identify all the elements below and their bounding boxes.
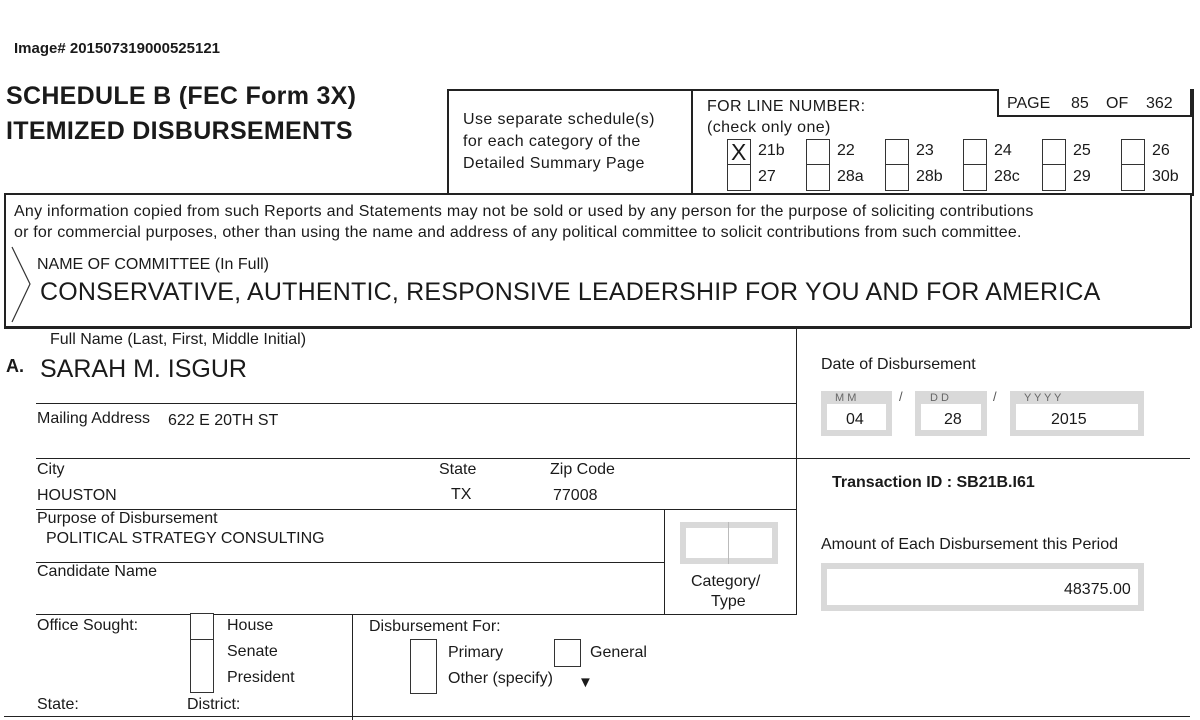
line-28a-label: 28a (837, 168, 864, 185)
other-checkbox[interactable] (410, 666, 437, 694)
amount-value: 48375.00 (1064, 581, 1131, 598)
city-value: HOUSTON (37, 487, 117, 504)
committee-arrow-icon (6, 243, 36, 326)
line-25-label: 25 (1073, 142, 1091, 159)
line-24-label: 24 (994, 142, 1012, 159)
line-30b-checkbox[interactable] (1121, 165, 1145, 191)
office-senate-label: Senate (227, 643, 278, 660)
category-type-split (728, 522, 729, 564)
bottom-rule (4, 716, 1190, 717)
other-label: Other (specify) (448, 670, 553, 687)
line-25-checkbox[interactable] (1042, 139, 1066, 165)
general-checkbox[interactable] (554, 639, 581, 667)
notice-line-1: Any information copied from such Reports and Statements may not be sold or used by any person for the purpose of soliciting contributions (14, 203, 1034, 220)
line-28c-label: 28c (994, 168, 1020, 185)
header-divider (691, 89, 693, 194)
line-26-label: 26 (1152, 142, 1170, 159)
zip-label: Zip Code (550, 461, 615, 478)
line-28c-checkbox[interactable] (963, 165, 987, 191)
page-current: 85 (1071, 95, 1089, 112)
line-22-label: 22 (837, 142, 855, 159)
state-label: State (439, 461, 477, 478)
date-sep-2: / (993, 389, 997, 404)
instruction-line-3: Detailed Summary Page (463, 155, 645, 172)
line-27-checkbox[interactable] (727, 165, 751, 191)
check-x-icon: X (731, 139, 747, 165)
district-label: District: (187, 696, 241, 713)
schedule-title: SCHEDULE B (FEC Form 3X) (6, 82, 357, 110)
section-top-rule (4, 327, 1190, 329)
date-year-value: 2015 (1051, 411, 1087, 428)
purpose-value: POLITICAL STRATEGY CONSULTING (46, 530, 325, 547)
line-21b-label: 21b (758, 142, 785, 159)
office-president-checkbox[interactable] (190, 666, 214, 693)
category-label-2: Type (711, 593, 746, 610)
name-divider (36, 403, 796, 404)
state-bottom-label: State: (37, 696, 79, 713)
full-name-value: SARAH M. ISGUR (40, 355, 247, 383)
disbursement-for-label: Disbursement For: (369, 618, 501, 635)
date-month-value: 04 (846, 411, 864, 428)
page-label: PAGE (1007, 95, 1051, 112)
committee-name: CONSERVATIVE, AUTHENTIC, RESPONSIVE LEADERSHIP FOR YOU AND FOR AMERICA (40, 278, 1101, 306)
line-30b-label: 30b (1152, 168, 1179, 185)
purpose-label: Purpose of Disbursement (37, 510, 218, 527)
office-sought-label: Office Sought: (37, 617, 139, 634)
schedule-subtitle: ITEMIZED DISBURSEMENTS (6, 117, 353, 145)
primary-label: Primary (448, 644, 504, 661)
date-sep-1: / (899, 389, 903, 404)
primary-checkbox[interactable] (410, 639, 437, 667)
general-label: General (590, 644, 647, 661)
category-label-1: Category/ (691, 573, 761, 590)
office-house-checkbox[interactable] (190, 613, 214, 640)
city-label: City (37, 461, 65, 478)
candidate-divider (36, 614, 796, 615)
date-year-hint: Y Y Y Y (1024, 392, 1062, 404)
state-value: TX (451, 486, 472, 503)
line-29-label: 29 (1073, 168, 1091, 185)
line-28b-label: 28b (916, 168, 943, 185)
page-total: 362 (1146, 95, 1173, 112)
committee-label: NAME OF COMMITTEE (In Full) (37, 256, 269, 273)
office-senate-checkbox[interactable] (190, 640, 214, 667)
category-type-inner (686, 528, 772, 558)
line-28a-checkbox[interactable] (806, 165, 830, 191)
category-divider (664, 509, 665, 615)
date-month-hint: M M (835, 392, 857, 404)
mailing-address-label: Mailing Address (37, 410, 150, 427)
line-27-label: 27 (758, 168, 776, 185)
line-21b-checkbox[interactable] (727, 139, 751, 165)
office-house-label: House (227, 617, 274, 634)
amount-label: Amount of Each Disbursement this Period (821, 536, 1119, 553)
transaction-id: Transaction ID : SB21B.I61 (832, 474, 1035, 491)
right-column-divider (796, 329, 797, 615)
date-day-hint: D D (930, 392, 949, 404)
candidate-name-label: Candidate Name (37, 563, 158, 580)
office-divider (352, 614, 353, 720)
notice-line-2: or for commercial purposes, other than using the name and address of any political committee to solicit contributions from such committee. (14, 224, 1022, 241)
address-divider (36, 458, 1190, 459)
line-22-checkbox[interactable] (806, 139, 830, 165)
line-26-checkbox[interactable] (1121, 139, 1145, 165)
line-number-hint: (check only one) (707, 119, 831, 136)
line-23-label: 23 (916, 142, 934, 159)
line-28b-checkbox[interactable] (885, 165, 909, 191)
page-of: OF (1106, 95, 1129, 112)
zip-value: 77008 (553, 487, 598, 504)
date-day-value: 28 (944, 411, 962, 428)
office-president-label: President (227, 669, 295, 686)
line-number-label: FOR LINE NUMBER: (707, 98, 866, 115)
full-name-label: Full Name (Last, First, Middle Initial) (50, 331, 307, 348)
dropdown-arrow-icon[interactable]: ▼ (578, 674, 593, 691)
date-label: Date of Disbursement (821, 356, 976, 373)
instruction-line-2: for each category of the (463, 133, 641, 150)
instruction-line-1: Use separate schedule(s) (463, 111, 655, 128)
line-29-checkbox[interactable] (1042, 165, 1066, 191)
image-id: Image# 201507319000525121 (14, 40, 221, 57)
line-24-checkbox[interactable] (963, 139, 987, 165)
line-23-checkbox[interactable] (885, 139, 909, 165)
entry-letter: A. (6, 356, 24, 376)
mailing-address-value: 622 E 20TH ST (168, 412, 279, 429)
